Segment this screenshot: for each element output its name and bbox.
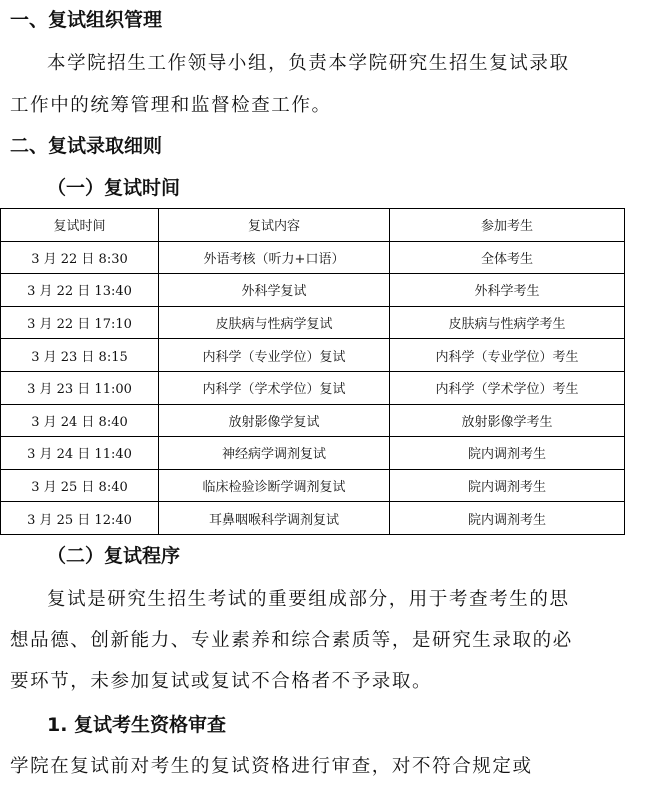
table-cell: 神经病学调剂复试 xyxy=(159,437,390,470)
table-header-cell: 复试时间 xyxy=(1,209,159,242)
table-cell: 放射影像学复试 xyxy=(159,404,390,437)
table-cell: 外科学考生 xyxy=(390,274,625,307)
table-cell: 耳鼻咽喉科学调剂复试 xyxy=(159,502,390,535)
schedule-table xyxy=(0,208,625,535)
table-row xyxy=(1,437,625,470)
table-cell: 内科学（学术学位）复试 xyxy=(159,371,390,404)
table-row xyxy=(1,404,625,437)
table-cell: 3 月 24 日 11:40 xyxy=(1,437,159,470)
table-row xyxy=(1,241,625,274)
item-heading: 1. 复试考生资格审查 xyxy=(47,714,227,736)
schedule-table-body xyxy=(1,209,625,535)
table-cell: 院内调剂考生 xyxy=(390,502,625,535)
table-header-row xyxy=(1,209,625,242)
paragraph-line: 复试是研究生招生考试的重要组成部分，用于考查考生的思 xyxy=(47,589,570,610)
table-cell: 皮肤病与性病学复试 xyxy=(159,306,390,339)
subsection-heading: （一）复试时间 xyxy=(47,177,181,199)
paragraph-line: 工作中的统筹管理和监督检查工作。 xyxy=(10,95,332,116)
section-heading-2: 二、复试录取细则 xyxy=(10,135,163,157)
section-heading-1: 一、复试组织管理 xyxy=(10,9,163,31)
table-cell: 3 月 22 日 8:30 xyxy=(1,241,159,274)
table-cell: 外语考核（听力+口语） xyxy=(159,241,390,274)
table-cell: 3 月 25 日 8:40 xyxy=(1,469,159,502)
table-cell: 放射影像学考生 xyxy=(390,404,625,437)
table-header-cell: 参加考生 xyxy=(390,209,625,242)
table-cell: 3 月 22 日 17:10 xyxy=(1,306,159,339)
table-row xyxy=(1,469,625,502)
table-row xyxy=(1,274,625,307)
table-cell: 3 月 24 日 8:40 xyxy=(1,404,159,437)
table-cell: 院内调剂考生 xyxy=(390,469,625,502)
table-cell: 内科学（专业学位）考生 xyxy=(390,339,625,372)
table-cell: 3 月 22 日 13:40 xyxy=(1,274,159,307)
table-cell: 院内调剂考生 xyxy=(390,437,625,470)
paragraph-line: 学院在复试前对考生的复试资格进行审查，对不符合规定或 xyxy=(10,756,533,777)
table-cell: 内科学（专业学位）复试 xyxy=(159,339,390,372)
table-cell: 内科学（学术学位）考生 xyxy=(390,371,625,404)
subsection-heading: （二）复试程序 xyxy=(47,545,181,567)
paragraph-line: 要环节，未参加复试或复试不合格者不予录取。 xyxy=(10,671,433,692)
table-row xyxy=(1,502,625,535)
table-row xyxy=(1,339,625,372)
table-row xyxy=(1,306,625,339)
table-cell: 皮肤病与性病学考生 xyxy=(390,306,625,339)
table-cell: 3 月 23 日 8:15 xyxy=(1,339,159,372)
table-header-cell: 复试内容 xyxy=(159,209,390,242)
table-cell: 外科学复试 xyxy=(159,274,390,307)
table-cell: 3 月 23 日 11:00 xyxy=(1,371,159,404)
table-row xyxy=(1,371,625,404)
table-cell: 3 月 25 日 12:40 xyxy=(1,502,159,535)
table-cell: 全体考生 xyxy=(390,241,625,274)
table-cell: 临床检验诊断学调剂复试 xyxy=(159,469,390,502)
paragraph-line: 想品德、创新能力、专业素养和综合素质等，是研究生录取的必 xyxy=(10,630,573,651)
paragraph-line: 本学院招生工作领导小组，负责本学院研究生招生复试录取 xyxy=(47,53,570,74)
